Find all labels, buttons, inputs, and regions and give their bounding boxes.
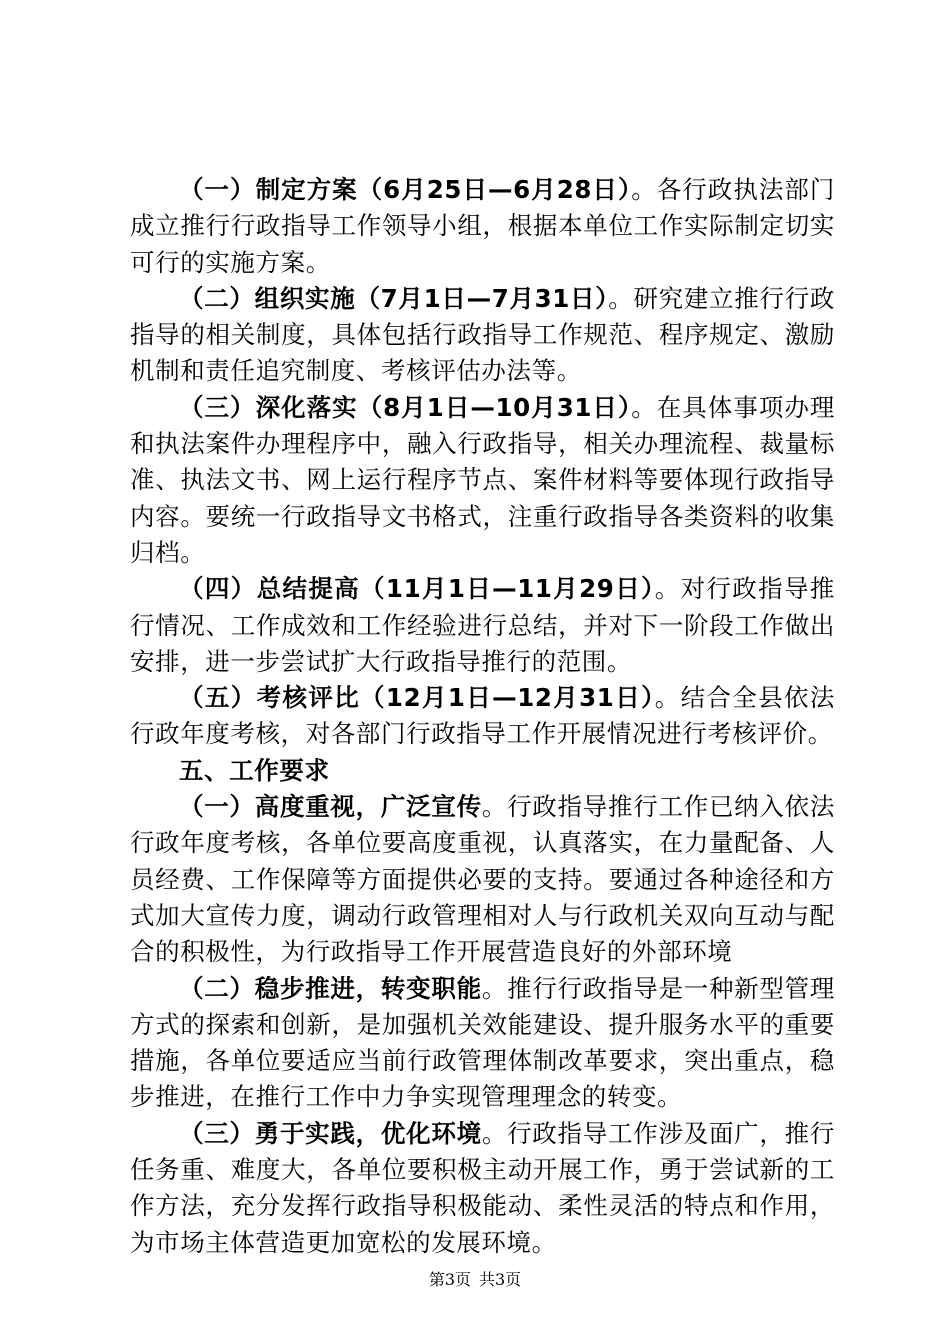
section-title: 五、工作要求 bbox=[179, 755, 330, 785]
document-body bbox=[130, 172, 835, 1261]
paragraph-heading: （二）组织实施（7月1日—7月31日） bbox=[179, 283, 609, 313]
paragraph-steady-progress bbox=[130, 971, 835, 1116]
page-total: 共3页 bbox=[479, 1270, 522, 1289]
paragraph-text: 。各行政执法部门成立推行行政指导工作领导小组，根据本单位工作实际制定切实可行的实施方案。 bbox=[130, 175, 835, 277]
paragraph-text: 。结合全县依法行政年度考核，对各部门行政指导工作开展情况进行考核评价。 bbox=[130, 683, 835, 749]
paragraph-heading: （一）制定方案（6月25日—6月28日） bbox=[179, 175, 632, 204]
paragraph-assess bbox=[130, 680, 835, 753]
section-heading-requirements bbox=[130, 753, 835, 789]
paragraph-text: 。对行政指导推行情况、工作成效和工作经验进行总结，并对下一阶段工作做出安排，进一步尝试扩大行政指导推行的范围。 bbox=[130, 574, 835, 676]
page-number: 第3页 bbox=[428, 1270, 471, 1289]
paragraph-implement bbox=[130, 281, 835, 390]
paragraph-deepen bbox=[130, 390, 835, 571]
paragraph-text: 。在具体事项办理和执法案件办理程序中，融入行政指导，相关办理流程、裁量标准、执法文书、网上运行程序节点、案件材料等要体现行政指导内容。要统一行政指导文书格式，注重行政指导各类资料的收集归档。 bbox=[130, 392, 835, 567]
paragraph-plan bbox=[130, 172, 835, 281]
paragraph-text: 。行政指导推行工作已纳入依法行政年度考核，各单位要高度重视，认真落实，在力量配备、人员经费、工作保障等方面提供必要的支持。要通过各种途径和方式加大宣传力度，调动行政管理相对人与行政机关双向互动与配合的积极性，为行政指导工作开展营造良好的外部环境 bbox=[130, 792, 835, 967]
paragraph-heading: （二）稳步推进，转变职能 bbox=[179, 973, 482, 1003]
paragraph-heading: （四）总结提高（11月1日—11月29日） bbox=[179, 574, 655, 604]
paragraph-heading: （一）高度重视，广泛宣传 bbox=[179, 792, 482, 822]
paragraph-text: 。推行行政指导是一种新型管理方式的探索和创新，是加强机关效能建设、提升服务水平的重要措施，各单位要适应当前行政管理体制改革要求，突出重点，稳步推进，在推行工作中力争实现管理理念的转变。 bbox=[130, 973, 835, 1112]
paragraph-text: 。研究建立推行行政指导的相关制度，具体包括行政指导工作规范、程序规定、激励机制和责任追究制度、考核评估办法等。 bbox=[130, 283, 835, 386]
paragraph-text: 。行政指导工作涉及面广，推行任务重、难度大，各单位要积极主动开展工作，勇于尝试新的工作方法，充分发挥行政指导积极能动、柔性灵活的特点和作用，为市场主体营造更加宽松的发展环境。 bbox=[130, 1118, 835, 1257]
paragraph-attention bbox=[130, 789, 835, 970]
paragraph-heading: （三）深化落实（8月1日—10月31日） bbox=[179, 392, 632, 422]
page-footer bbox=[0, 1270, 950, 1290]
paragraph-heading: （三）勇于实践，优化环境 bbox=[179, 1118, 482, 1148]
paragraph-practice bbox=[130, 1116, 835, 1261]
paragraph-heading: （五）考核评比（12月1日—12月31日） bbox=[179, 683, 655, 713]
paragraph-summarize bbox=[130, 571, 835, 680]
